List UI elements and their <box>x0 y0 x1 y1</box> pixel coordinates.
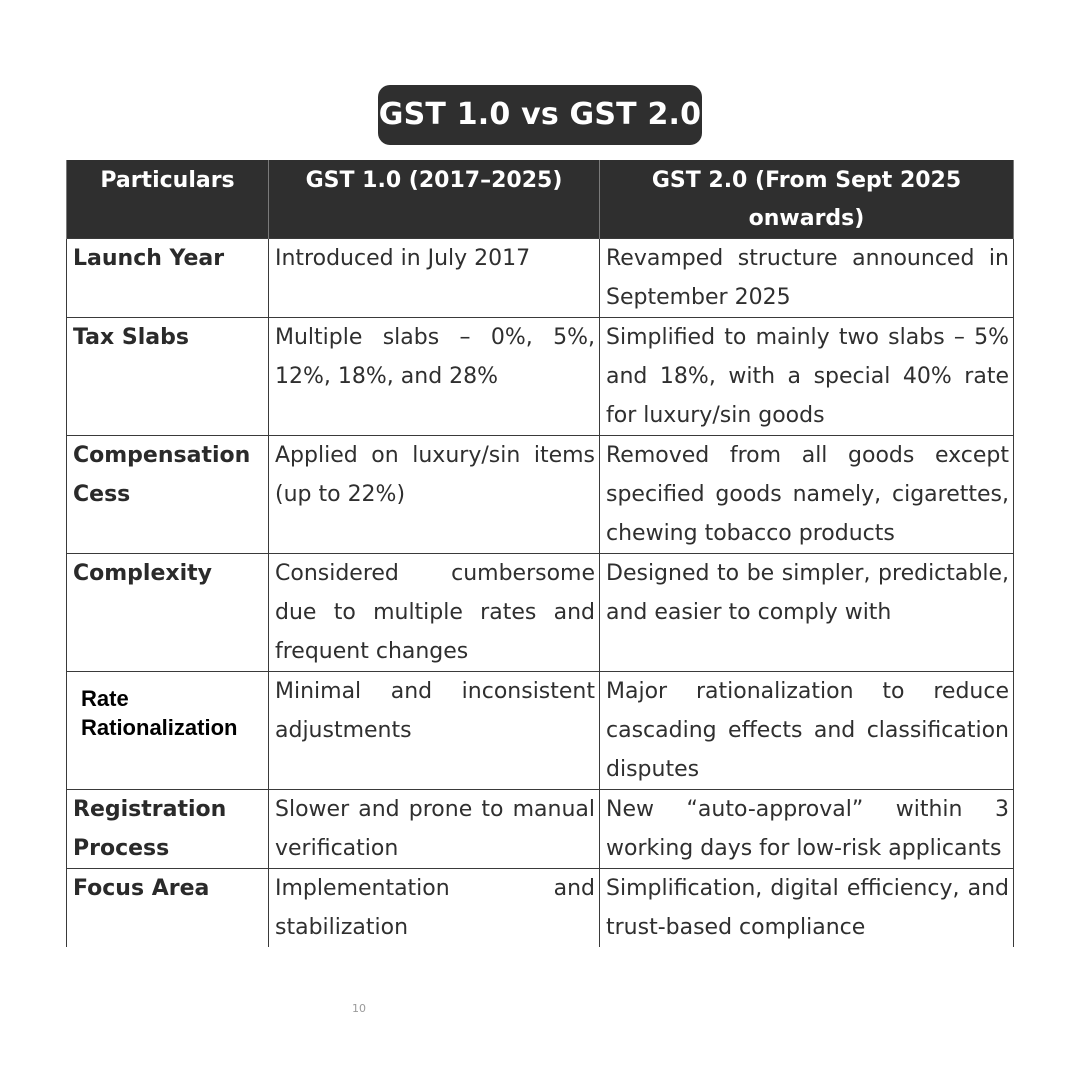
gst1-cell: Implementation and stabilization <box>269 869 600 948</box>
gst2-cell: Simplified to mainly two slabs – 5% and 18%, with a special 40% rate for luxury/sin goods <box>600 318 1014 436</box>
row-label: Focus Area <box>67 869 269 948</box>
page-title: GST 1.0 vs GST 2.0 <box>378 85 702 145</box>
table-row <box>67 869 1014 948</box>
header-gst2: GST 2.0 (From Sept 2025 onwards) <box>600 160 1014 239</box>
gst2-cell: Revamped structure announced in September 2025 <box>600 239 1014 318</box>
gst2-cell: Major rationalization to reduce cascading effects and classification disputes <box>600 672 1014 790</box>
gst2-cell: Simplification, digital efficiency, and trust-based compliance <box>600 869 1014 948</box>
gst2-cell: New “auto-approval” within 3 working days for low-risk applicants <box>600 790 1014 869</box>
table-row <box>67 318 1014 436</box>
comparison-table <box>66 160 1014 947</box>
row-label: Compensation Cess <box>67 436 269 554</box>
table-header <box>67 160 1014 239</box>
table-row <box>67 436 1014 554</box>
gst1-cell: Considered cumbersome due to multiple rates and frequent changes <box>269 554 600 672</box>
row-label: Launch Year <box>67 239 269 318</box>
table-body <box>67 239 1014 948</box>
row-label: Complexity <box>67 554 269 672</box>
table-row <box>67 790 1014 869</box>
gst1-cell: Multiple slabs – 0%, 5%, 12%, 18%, and 28% <box>269 318 600 436</box>
gst1-cell: Introduced in July 2017 <box>269 239 600 318</box>
row-label: Rate Rationalization <box>67 672 269 790</box>
gst1-cell: Minimal and inconsistent adjustments <box>269 672 600 790</box>
row-label: Tax Slabs <box>67 318 269 436</box>
table-row <box>67 672 1014 790</box>
gst1-cell: Slower and prone to manual verification <box>269 790 600 869</box>
gst2-cell: Designed to be simpler, predictable, and easier to comply with <box>600 554 1014 672</box>
header-particulars: Particulars <box>67 160 269 239</box>
table-row <box>67 239 1014 318</box>
page-number: 10 <box>352 1002 366 1015</box>
header-row <box>67 160 1014 239</box>
gst1-cell: Applied on luxury/sin items (up to 22%) <box>269 436 600 554</box>
gst2-cell: Removed from all goods except specified goods namely, cigarettes, chewing tobacco products <box>600 436 1014 554</box>
header-gst1: GST 1.0 (2017–2025) <box>269 160 600 239</box>
row-label: Registration Process <box>67 790 269 869</box>
table-row <box>67 554 1014 672</box>
